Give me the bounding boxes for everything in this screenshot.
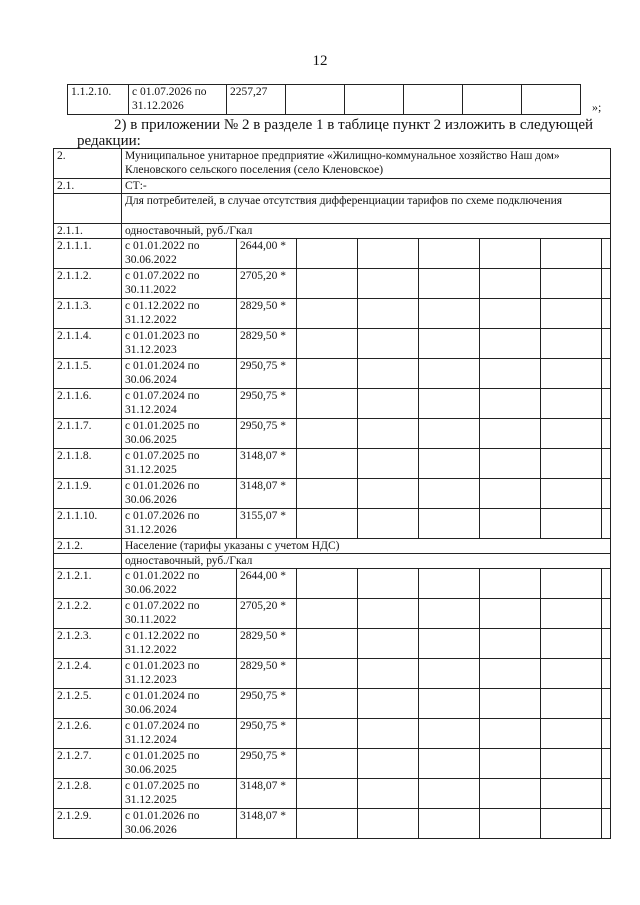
empty-cell (419, 659, 480, 689)
empty-cell (297, 269, 358, 299)
period-cell: с 01.07.2025 по 31.12.2025 (122, 449, 237, 479)
empty-cell (419, 719, 480, 749)
table-row (54, 569, 611, 599)
empty-cell (541, 779, 602, 809)
empty-cell (541, 239, 602, 269)
table-row (54, 194, 611, 224)
empty-cell (480, 269, 541, 299)
period-cell: с 01.01.2026 по 30.06.2026 (122, 479, 237, 509)
empty-cell (541, 659, 602, 689)
empty-cell (541, 689, 602, 719)
empty-cell (480, 749, 541, 779)
empty-cell (358, 809, 419, 839)
empty-cell (541, 269, 602, 299)
empty-cell (358, 689, 419, 719)
empty-cell (480, 719, 541, 749)
table-row (54, 479, 611, 509)
table-row (54, 224, 611, 239)
period-cell: с 01.01.2024 по 30.06.2024 (122, 689, 237, 719)
empty-cell (419, 749, 480, 779)
row-number: 2.1.2.4. (54, 659, 122, 689)
empty-cell (419, 269, 480, 299)
empty-cell (480, 569, 541, 599)
empty-cell (602, 239, 611, 269)
empty-cell (358, 659, 419, 689)
value-cell: 3148,07 * (237, 479, 297, 509)
empty-cell (602, 359, 611, 389)
value-cell: 2950,75 * (237, 419, 297, 449)
row-number: 2.1.2.1. (54, 569, 122, 599)
table-row (54, 389, 611, 419)
empty-cell (480, 419, 541, 449)
period-cell: с 01.07.2022 по 30.11.2022 (122, 599, 237, 629)
row-number: 2.1.1.10. (54, 509, 122, 539)
empty-cell (297, 809, 358, 839)
empty-cell (297, 749, 358, 779)
period-cell: с 01.01.2026 по 30.06.2026 (122, 809, 237, 839)
value-cell: 2950,75 * (237, 359, 297, 389)
empty-cell (480, 359, 541, 389)
empty-cell (602, 419, 611, 449)
period-cell: с 01.01.2022 по 30.06.2022 (122, 239, 237, 269)
empty-cell (480, 389, 541, 419)
empty-cell (480, 299, 541, 329)
empty-cell (480, 779, 541, 809)
empty-cell (480, 689, 541, 719)
empty-cell (602, 779, 611, 809)
empty-cell (358, 239, 419, 269)
value-cell: 2950,75 * (237, 689, 297, 719)
amendment-paragraph-line1: 2) в приложении № 2 в разделе 1 в таблице пункт 2 изложить в следующей (114, 117, 594, 133)
table-row (54, 299, 611, 329)
empty-cell (541, 329, 602, 359)
empty-cell (541, 389, 602, 419)
empty-cell (419, 359, 480, 389)
row-number: 2.1.2.8. (54, 779, 122, 809)
empty-cell (358, 419, 419, 449)
empty-cell (602, 269, 611, 299)
empty-cell (541, 629, 602, 659)
empty-cell (602, 749, 611, 779)
table-row (54, 329, 611, 359)
empty-cell (419, 569, 480, 599)
empty-cell (541, 449, 602, 479)
period-cell: с 01.01.2023 по 31.12.2023 (122, 659, 237, 689)
empty-cell (358, 509, 419, 539)
empty-cell (419, 299, 480, 329)
value-cell: 2829,50 * (237, 659, 297, 689)
empty-cell (297, 419, 358, 449)
empty-cell (602, 479, 611, 509)
tariff-table (53, 148, 611, 839)
empty-cell (419, 509, 480, 539)
table-row (54, 779, 611, 809)
empty-cell (297, 599, 358, 629)
value-cell: 3148,07 * (237, 779, 297, 809)
row-number: 2.1.2.7. (54, 749, 122, 779)
row-number: 2.1.1.8. (54, 449, 122, 479)
empty-cell (358, 749, 419, 779)
previous-table-fragment (67, 84, 581, 115)
empty-cell (297, 779, 358, 809)
value-cell: 2829,50 * (237, 629, 297, 659)
row-number: 2.1.1.1. (54, 239, 122, 269)
empty-cell (602, 329, 611, 359)
empty-cell (480, 629, 541, 659)
row-description: Муниципальное унитарное предприятие «Жилищно-коммунальное хозяйство Наш дом» Кленовского сельского поселения (село Кленовское) (122, 149, 611, 179)
empty-cell (602, 389, 611, 419)
empty-cell (480, 449, 541, 479)
row-number: 2.1.2.9. (54, 809, 122, 839)
empty-cell (480, 659, 541, 689)
empty-cell (358, 449, 419, 479)
period-cell: с 01.01.2022 по 30.06.2022 (122, 569, 237, 599)
empty-cell (602, 659, 611, 689)
empty-cell (419, 449, 480, 479)
empty-cell (297, 689, 358, 719)
row-number (54, 194, 122, 224)
empty-cell (480, 239, 541, 269)
empty-cell (480, 809, 541, 839)
empty-cell (541, 599, 602, 629)
empty-cell (541, 569, 602, 599)
value-cell: 2644,00 * (237, 239, 297, 269)
value-cell: 2829,50 * (237, 329, 297, 359)
row-description: Население (тарифы указаны с учетом НДС) (122, 539, 611, 554)
table-row (54, 599, 611, 629)
empty-cell (419, 599, 480, 629)
empty-cell (419, 419, 480, 449)
table-row (54, 419, 611, 449)
row-number: 2.1.1.3. (54, 299, 122, 329)
table-row (54, 554, 611, 569)
empty-cell (419, 389, 480, 419)
empty-cell (419, 779, 480, 809)
row-number: 2.1.2. (54, 539, 122, 554)
value-cell: 3155,07 * (237, 509, 297, 539)
value-cell: 2257,27 (227, 85, 286, 115)
table-row (54, 749, 611, 779)
empty-cell (358, 329, 419, 359)
row-number: 2.1.1.5. (54, 359, 122, 389)
empty-cell (602, 449, 611, 479)
empty-cell (297, 329, 358, 359)
period-cell: с 01.12.2022 по 31.12.2022 (122, 299, 237, 329)
row-number: 2.1.2.3. (54, 629, 122, 659)
row-number: 2.1.1. (54, 224, 122, 239)
period-cell: с 01.07.2024 по 31.12.2024 (122, 389, 237, 419)
row-description: СТ:- (122, 179, 611, 194)
closing-quote: »; (592, 100, 602, 114)
empty-cell (480, 329, 541, 359)
empty-cell (602, 719, 611, 749)
value-cell: 2950,75 * (237, 389, 297, 419)
value-cell: 2705,20 * (237, 599, 297, 629)
empty-cell (358, 779, 419, 809)
table-row (54, 179, 611, 194)
value-cell: 3148,07 * (237, 809, 297, 839)
value-cell: 2950,75 * (237, 749, 297, 779)
empty-cell (345, 85, 404, 115)
period-cell: с 01.01.2023 по 31.12.2023 (122, 329, 237, 359)
period-cell: с 01.07.2026 по 31.12.2026 (122, 509, 237, 539)
period-cell: с 01.07.2026 по 31.12.2026 (129, 85, 227, 115)
table-row (54, 809, 611, 839)
empty-cell (480, 599, 541, 629)
empty-cell (404, 85, 463, 115)
table-row (68, 85, 581, 115)
row-description: Для потребителей, в случае отсутствия дифференциации тарифов по схеме подключения (122, 194, 611, 224)
empty-cell (541, 479, 602, 509)
empty-cell (419, 479, 480, 509)
value-cell: 2705,20 * (237, 269, 297, 299)
value-cell: 2950,75 * (237, 719, 297, 749)
empty-cell (297, 299, 358, 329)
value-cell: 2829,50 * (237, 299, 297, 329)
empty-cell (358, 719, 419, 749)
row-description: одноставочный, руб./Гкал (122, 554, 611, 569)
value-cell: 2644,00 * (237, 569, 297, 599)
empty-cell (419, 629, 480, 659)
empty-cell (297, 719, 358, 749)
empty-cell (297, 479, 358, 509)
empty-cell (419, 329, 480, 359)
period-cell: с 01.01.2024 по 30.06.2024 (122, 359, 237, 389)
empty-cell (297, 629, 358, 659)
empty-cell (463, 85, 522, 115)
table-row (54, 449, 611, 479)
empty-cell (297, 659, 358, 689)
period-cell: с 01.07.2025 по 31.12.2025 (122, 779, 237, 809)
empty-cell (541, 749, 602, 779)
table-row (54, 239, 611, 269)
row-number: 2.1.1.2. (54, 269, 122, 299)
table-row (54, 629, 611, 659)
table-row (54, 149, 611, 179)
row-number: 2. (54, 149, 122, 179)
row-number: 1.1.2.10. (68, 85, 129, 115)
table-row (54, 659, 611, 689)
row-number: 2.1.2.2. (54, 599, 122, 629)
page-number: 12 (312, 53, 328, 69)
empty-cell (358, 299, 419, 329)
empty-cell (480, 479, 541, 509)
value-cell: 3148,07 * (237, 449, 297, 479)
empty-cell (419, 239, 480, 269)
empty-cell (480, 509, 541, 539)
empty-cell (358, 569, 419, 599)
empty-cell (358, 359, 419, 389)
empty-cell (358, 389, 419, 419)
empty-cell (541, 359, 602, 389)
amendment-paragraph-line2: редакции: (77, 133, 141, 149)
table-row (54, 539, 611, 554)
empty-cell (297, 359, 358, 389)
empty-cell (297, 449, 358, 479)
empty-cell (602, 299, 611, 329)
empty-cell (358, 629, 419, 659)
empty-cell (541, 719, 602, 749)
empty-cell (358, 479, 419, 509)
row-number: 2.1.1.4. (54, 329, 122, 359)
row-description: одноставочный, руб./Гкал (122, 224, 611, 239)
period-cell: с 01.07.2024 по 31.12.2024 (122, 719, 237, 749)
row-number: 2.1. (54, 179, 122, 194)
empty-cell (602, 689, 611, 719)
table-row (54, 359, 611, 389)
empty-cell (358, 269, 419, 299)
empty-cell (297, 569, 358, 599)
period-cell: с 01.07.2022 по 30.11.2022 (122, 269, 237, 299)
empty-cell (602, 509, 611, 539)
empty-cell (297, 509, 358, 539)
row-number: 2.1.2.6. (54, 719, 122, 749)
row-number: 2.1.1.9. (54, 479, 122, 509)
table-row (54, 509, 611, 539)
row-number: 2.1.1.6. (54, 389, 122, 419)
empty-cell (602, 569, 611, 599)
period-cell: с 01.01.2025 по 30.06.2025 (122, 749, 237, 779)
period-cell: с 01.01.2025 по 30.06.2025 (122, 419, 237, 449)
period-cell: с 01.12.2022 по 31.12.2022 (122, 629, 237, 659)
empty-cell (541, 809, 602, 839)
empty-cell (286, 85, 345, 115)
empty-cell (602, 809, 611, 839)
empty-cell (297, 389, 358, 419)
empty-cell (541, 419, 602, 449)
empty-cell (541, 299, 602, 329)
empty-cell (358, 599, 419, 629)
table-row (54, 689, 611, 719)
row-number (54, 554, 122, 569)
empty-cell (541, 509, 602, 539)
empty-cell (419, 689, 480, 719)
empty-cell (602, 599, 611, 629)
row-number: 2.1.1.7. (54, 419, 122, 449)
empty-cell (602, 629, 611, 659)
table-row (54, 269, 611, 299)
empty-cell (297, 239, 358, 269)
empty-cell (522, 85, 581, 115)
row-number: 2.1.2.5. (54, 689, 122, 719)
table-row (54, 719, 611, 749)
empty-cell (419, 809, 480, 839)
